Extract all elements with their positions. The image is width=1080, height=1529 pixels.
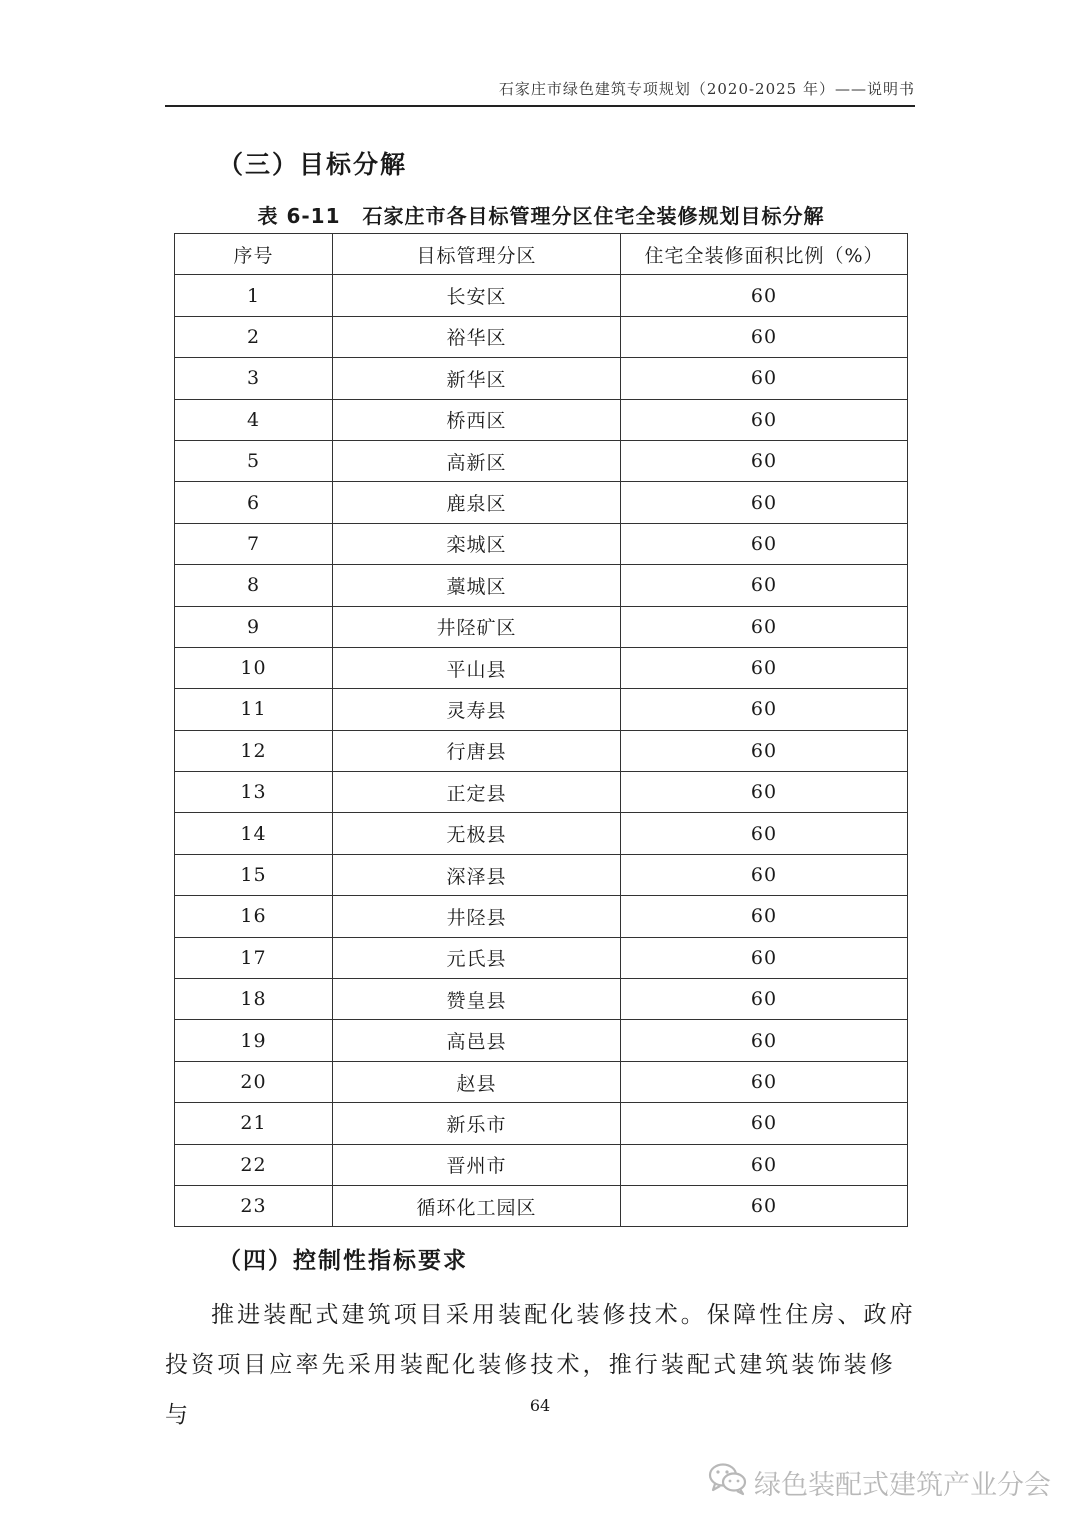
cell-index: 18 [175,979,333,1020]
section-four-title: （四）控制性指标要求 [218,1248,468,1274]
cell-index: 14 [175,813,333,854]
cell-ratio: 60 [621,565,908,606]
cell-ratio: 60 [621,482,908,523]
table-header-row [175,234,908,275]
cell-zone: 行唐县 [333,730,621,771]
watermark [708,1462,1051,1503]
table-row [175,647,908,688]
table-row [175,854,908,895]
cell-index: 9 [175,606,333,647]
cell-index: 19 [175,1020,333,1061]
target-breakdown-table [174,233,908,1227]
cell-index: 6 [175,482,333,523]
cell-ratio: 60 [621,1144,908,1185]
page-number: 64 [529,1396,551,1415]
cell-zone: 桥西区 [333,399,621,440]
wechat-icon [708,1462,748,1503]
table-row [175,275,908,316]
table-row [175,399,908,440]
table-row [175,896,908,937]
cell-zone: 新华区 [333,358,621,399]
table-caption-number: 表 6-11 [257,204,341,228]
table-row [175,813,908,854]
cell-ratio: 60 [621,1103,908,1144]
cell-ratio: 60 [621,730,908,771]
cell-index: 16 [175,896,333,937]
table-row [175,772,908,813]
column-header-ratio: 住宅全装修面积比例（%） [621,234,908,275]
cell-index: 8 [175,565,333,606]
table-row [175,730,908,771]
table-row [175,358,908,399]
cell-ratio: 60 [621,772,908,813]
table-row [175,1185,908,1226]
table-caption-text: 石家庄市各目标管理分区住宅全装修规划目标分解 [362,204,825,228]
watermark-text: 绿色装配式建筑产业分会 [754,1470,1051,1501]
cell-ratio: 60 [621,523,908,564]
cell-zone: 深泽县 [333,854,621,895]
cell-ratio: 60 [621,979,908,1020]
table-row [175,689,908,730]
table-caption [175,200,907,229]
cell-index: 21 [175,1103,333,1144]
cell-index: 22 [175,1144,333,1185]
cell-index: 15 [175,854,333,895]
cell-ratio: 60 [621,358,908,399]
cell-index: 17 [175,937,333,978]
body-paragraph: 推进装配式建筑项目采用装配化装修技术。保障性住房、政府投资项目应率先采用装配化装修技术，推行装配式建筑装饰装修与 [165,1302,916,1428]
column-header-zone: 目标管理分区 [333,234,621,275]
section-three-title: （三）目标分解 [218,150,408,179]
cell-ratio: 60 [621,813,908,854]
cell-ratio: 60 [621,689,908,730]
cell-ratio: 60 [621,854,908,895]
cell-ratio: 60 [621,275,908,316]
cell-zone: 井陉县 [333,896,621,937]
table-row [175,937,908,978]
cell-ratio: 60 [621,399,908,440]
cell-index: 20 [175,1061,333,1102]
cell-ratio: 60 [621,937,908,978]
cell-zone: 鹿泉区 [333,482,621,523]
cell-ratio: 60 [621,896,908,937]
cell-zone: 井陉矿区 [333,606,621,647]
table-row [175,482,908,523]
cell-zone: 高新区 [333,440,621,481]
table-row [175,523,908,564]
table-row [175,440,908,481]
cell-index: 5 [175,440,333,481]
cell-zone: 裕华区 [333,316,621,357]
cell-ratio: 60 [621,1061,908,1102]
table-row [175,1061,908,1102]
table-row [175,1144,908,1185]
table-row [175,606,908,647]
cell-index: 4 [175,399,333,440]
running-header: 石家庄市绿色建筑专项规划（2020-2025 年）——说明书 [165,78,915,107]
cell-zone: 栾城区 [333,523,621,564]
cell-zone: 新乐市 [333,1103,621,1144]
cell-zone: 赵县 [333,1061,621,1102]
cell-index: 7 [175,523,333,564]
cell-index: 12 [175,730,333,771]
cell-zone: 长安区 [333,275,621,316]
cell-zone: 灵寿县 [333,689,621,730]
cell-ratio: 60 [621,647,908,688]
cell-zone: 正定县 [333,772,621,813]
cell-index: 2 [175,316,333,357]
cell-index: 3 [175,358,333,399]
cell-zone: 元氏县 [333,937,621,978]
cell-zone: 晋州市 [333,1144,621,1185]
cell-zone: 高邑县 [333,1020,621,1061]
cell-index: 11 [175,689,333,730]
cell-index: 10 [175,647,333,688]
cell-index: 1 [175,275,333,316]
cell-zone: 循环化工园区 [333,1185,621,1226]
table-row [175,1103,908,1144]
cell-index: 23 [175,1185,333,1226]
cell-zone: 无极县 [333,813,621,854]
cell-ratio: 60 [621,440,908,481]
cell-zone: 平山县 [333,647,621,688]
cell-ratio: 60 [621,1185,908,1226]
cell-ratio: 60 [621,316,908,357]
table-row [175,979,908,1020]
cell-ratio: 60 [621,606,908,647]
cell-zone: 赞皇县 [333,979,621,1020]
table-row [175,316,908,357]
column-header-index: 序号 [175,234,333,275]
table-row [175,565,908,606]
cell-zone: 藁城区 [333,565,621,606]
cell-index: 13 [175,772,333,813]
table-row [175,1020,908,1061]
cell-ratio: 60 [621,1020,908,1061]
